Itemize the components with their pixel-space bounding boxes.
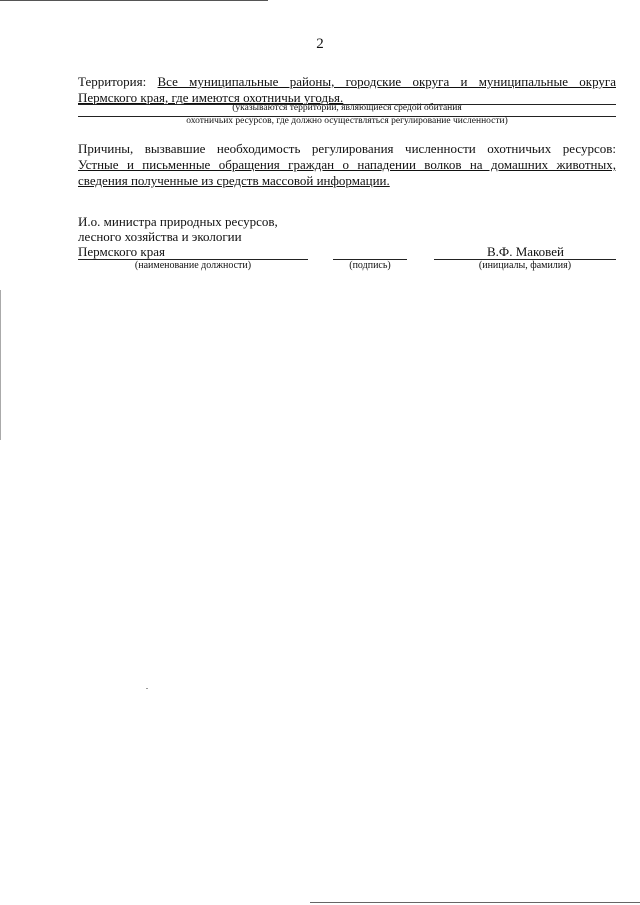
signatory-position-line-2: лесного хозяйства и экологии (78, 229, 242, 244)
scan-edge-top (0, 0, 268, 1)
reasons-line-3 (78, 173, 616, 189)
caption-position: (наименование должности) (134, 260, 252, 271)
scan-edge-left (0, 290, 1, 440)
reasons-line-2 (78, 157, 616, 173)
territory-value-line-2: Пермского края, где имеются охотничьи угодья. (78, 90, 344, 105)
scan-edge-bottom (310, 902, 640, 903)
signatory-position-line-3: Пермского края (78, 244, 165, 259)
territory-line-1 (78, 74, 616, 90)
scan-speck (146, 688, 148, 689)
reasons-line-1: Причины, вызвавшие необходимость регулирования численности охотничьих ресурсов: (78, 141, 616, 156)
territory-caption-1: (указываются территории, являющиеся средой обитания (232, 103, 462, 113)
territory-label: Территория: (78, 74, 147, 89)
reasons-value-line-3: сведения полученные из средств массовой информации. (78, 173, 390, 188)
signatory-position-line-1: И.о. министра природных ресурсов, (78, 214, 278, 229)
territory-caption-2: охотничьих ресурсов, где должно осуществляться регулирование численности) (186, 116, 508, 126)
page-number: 2 (316, 36, 324, 52)
caption-name: (инициалы, фамилия) (478, 260, 572, 271)
reasons-value-line-2: Устные и письменные обращения граждан о нападении волков на домашних животных, (78, 157, 616, 172)
territory-value-line-1: Все муниципальные районы, городские округа и муниципальные округа (157, 74, 616, 89)
caption-signature: (подпись) (349, 260, 391, 271)
signatory-name: В.Ф. Маковей (487, 244, 564, 259)
